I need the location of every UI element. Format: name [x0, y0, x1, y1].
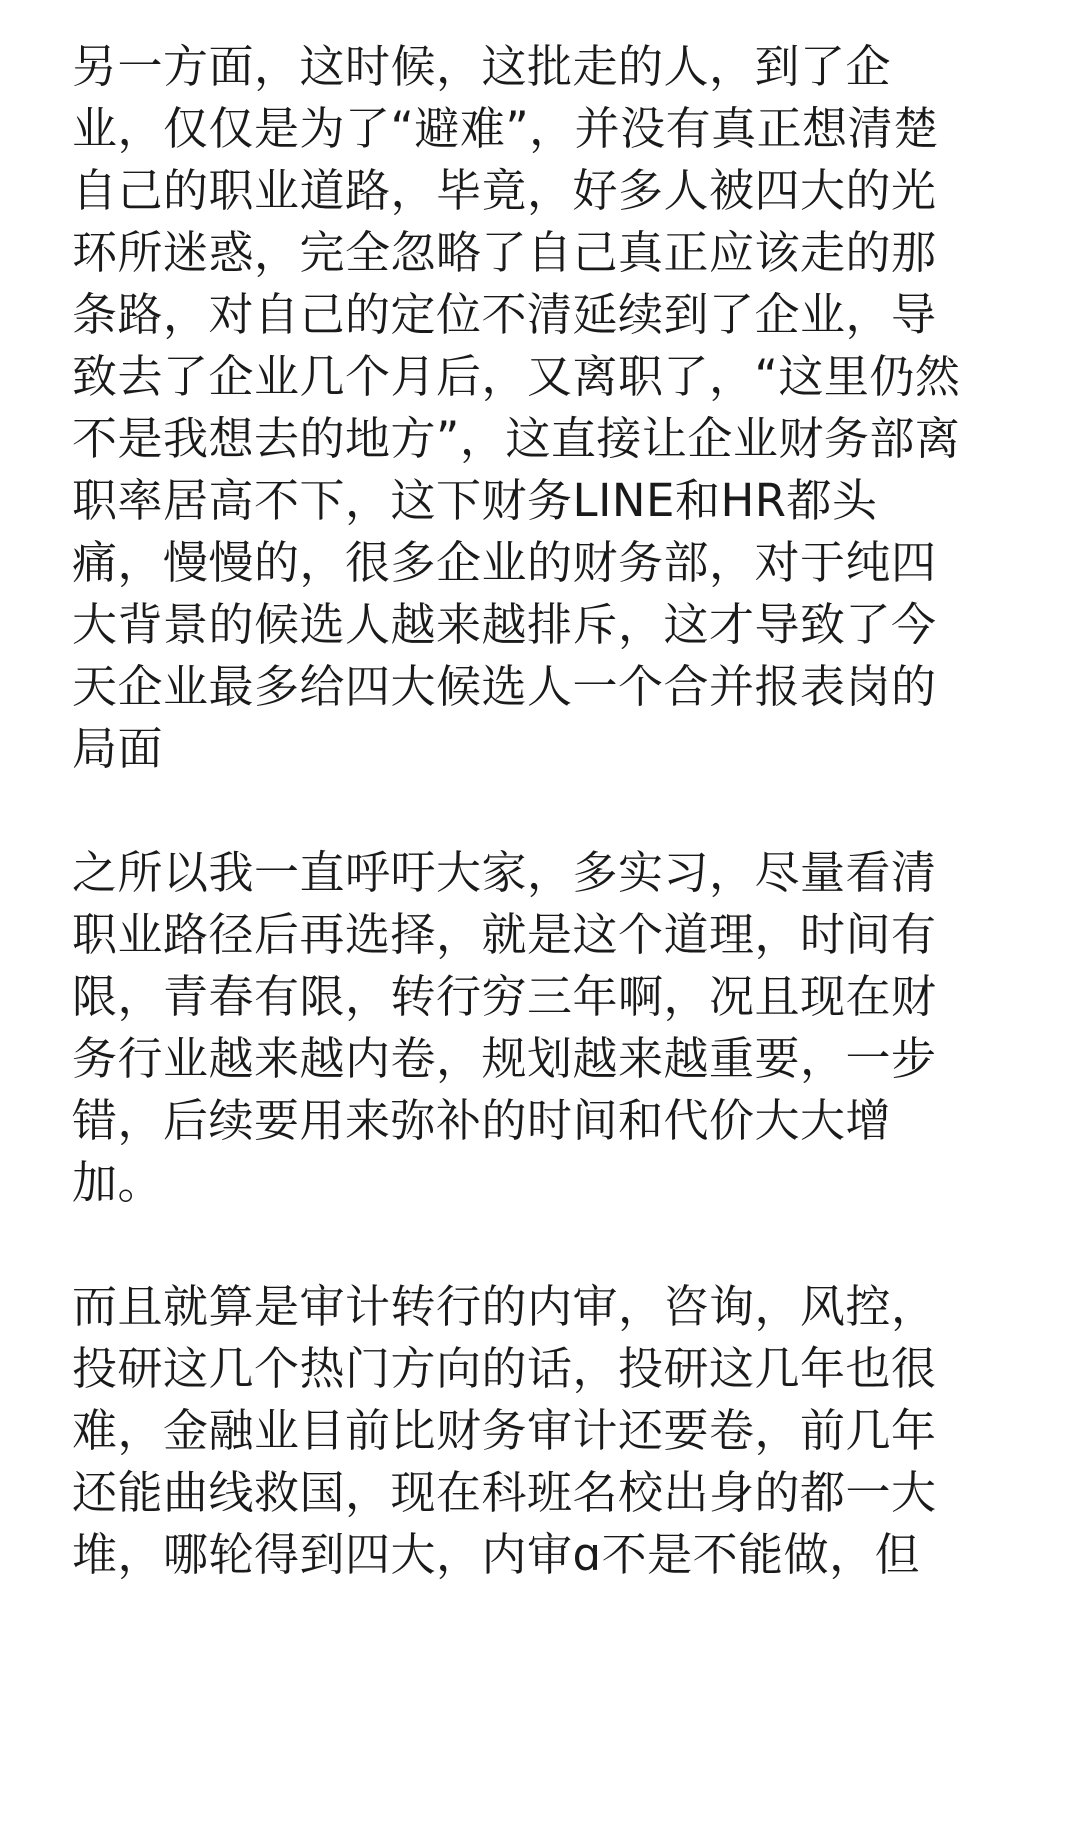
- text-line: 业，仅仅是为了“避难”，并没有真正想清楚: [72, 102, 939, 155]
- text-line: 投研这几个热门方向的话，投研这几年也很: [72, 1342, 937, 1395]
- text-line: 环所迷惑，完全忽略了自己真正应该走的那: [72, 226, 937, 279]
- text-line: 职业路径后再选择，就是这个道理，时间有: [72, 908, 937, 961]
- paragraph-spacer: [72, 780, 1032, 842]
- paragraph-3: [72, 1276, 1032, 1586]
- text-line: 错，后续要用来弥补的时间和代价大大增: [72, 1094, 892, 1147]
- text-line: 致去了企业几个月后，又离职了，“这里仍然: [72, 350, 961, 403]
- paragraph-spacer: [72, 1214, 1032, 1276]
- text-line: 务行业越来越内卷，规划越来越重要，一步: [72, 1032, 937, 1085]
- text-line: 天企业最多给四大候选人一个合并报表岗的: [72, 660, 937, 713]
- text-line: 自己的职业道路，毕竟，好多人被四大的光: [72, 164, 937, 217]
- text-line: 痛，慢慢的，很多企业的财务部，对于纯四: [72, 536, 937, 589]
- text-line: 另一方面，这时候，这批走的人，到了企: [72, 40, 892, 93]
- text-line: 而且就算是审计转行的内审，咨询，风控，: [72, 1280, 937, 1333]
- text-line: 难，金融业目前比财务审计还要卷，前几年: [72, 1404, 937, 1457]
- text-line: 之所以我一直呼吁大家，多实习，尽量看清: [72, 846, 937, 899]
- text-line: 加。: [72, 1156, 164, 1209]
- text-line: 不是我想去的地方”，这直接让企业财务部离: [72, 412, 961, 465]
- text-line: 限，青春有限，转行穷三年啊，况且现在财: [72, 970, 937, 1023]
- text-line: 局面: [72, 722, 164, 775]
- text-line: 条路，对自己的定位不清延续到了企业，导: [72, 288, 937, 341]
- text-line: 还能曲线救国，现在科班名校出身的都一大: [72, 1466, 937, 1519]
- paragraph-2: [72, 842, 1032, 1214]
- paragraph-1: [72, 36, 1032, 780]
- text-line: 大背景的候选人越来越排斥，这才导致了今: [72, 598, 937, 651]
- article-body: [72, 36, 1032, 1586]
- text-line: 堆，哪轮得到四大，内审ɑ不是不能做，但: [72, 1528, 921, 1581]
- text-line: 职率居高不下，这下财务LINE和HR都头: [72, 474, 878, 527]
